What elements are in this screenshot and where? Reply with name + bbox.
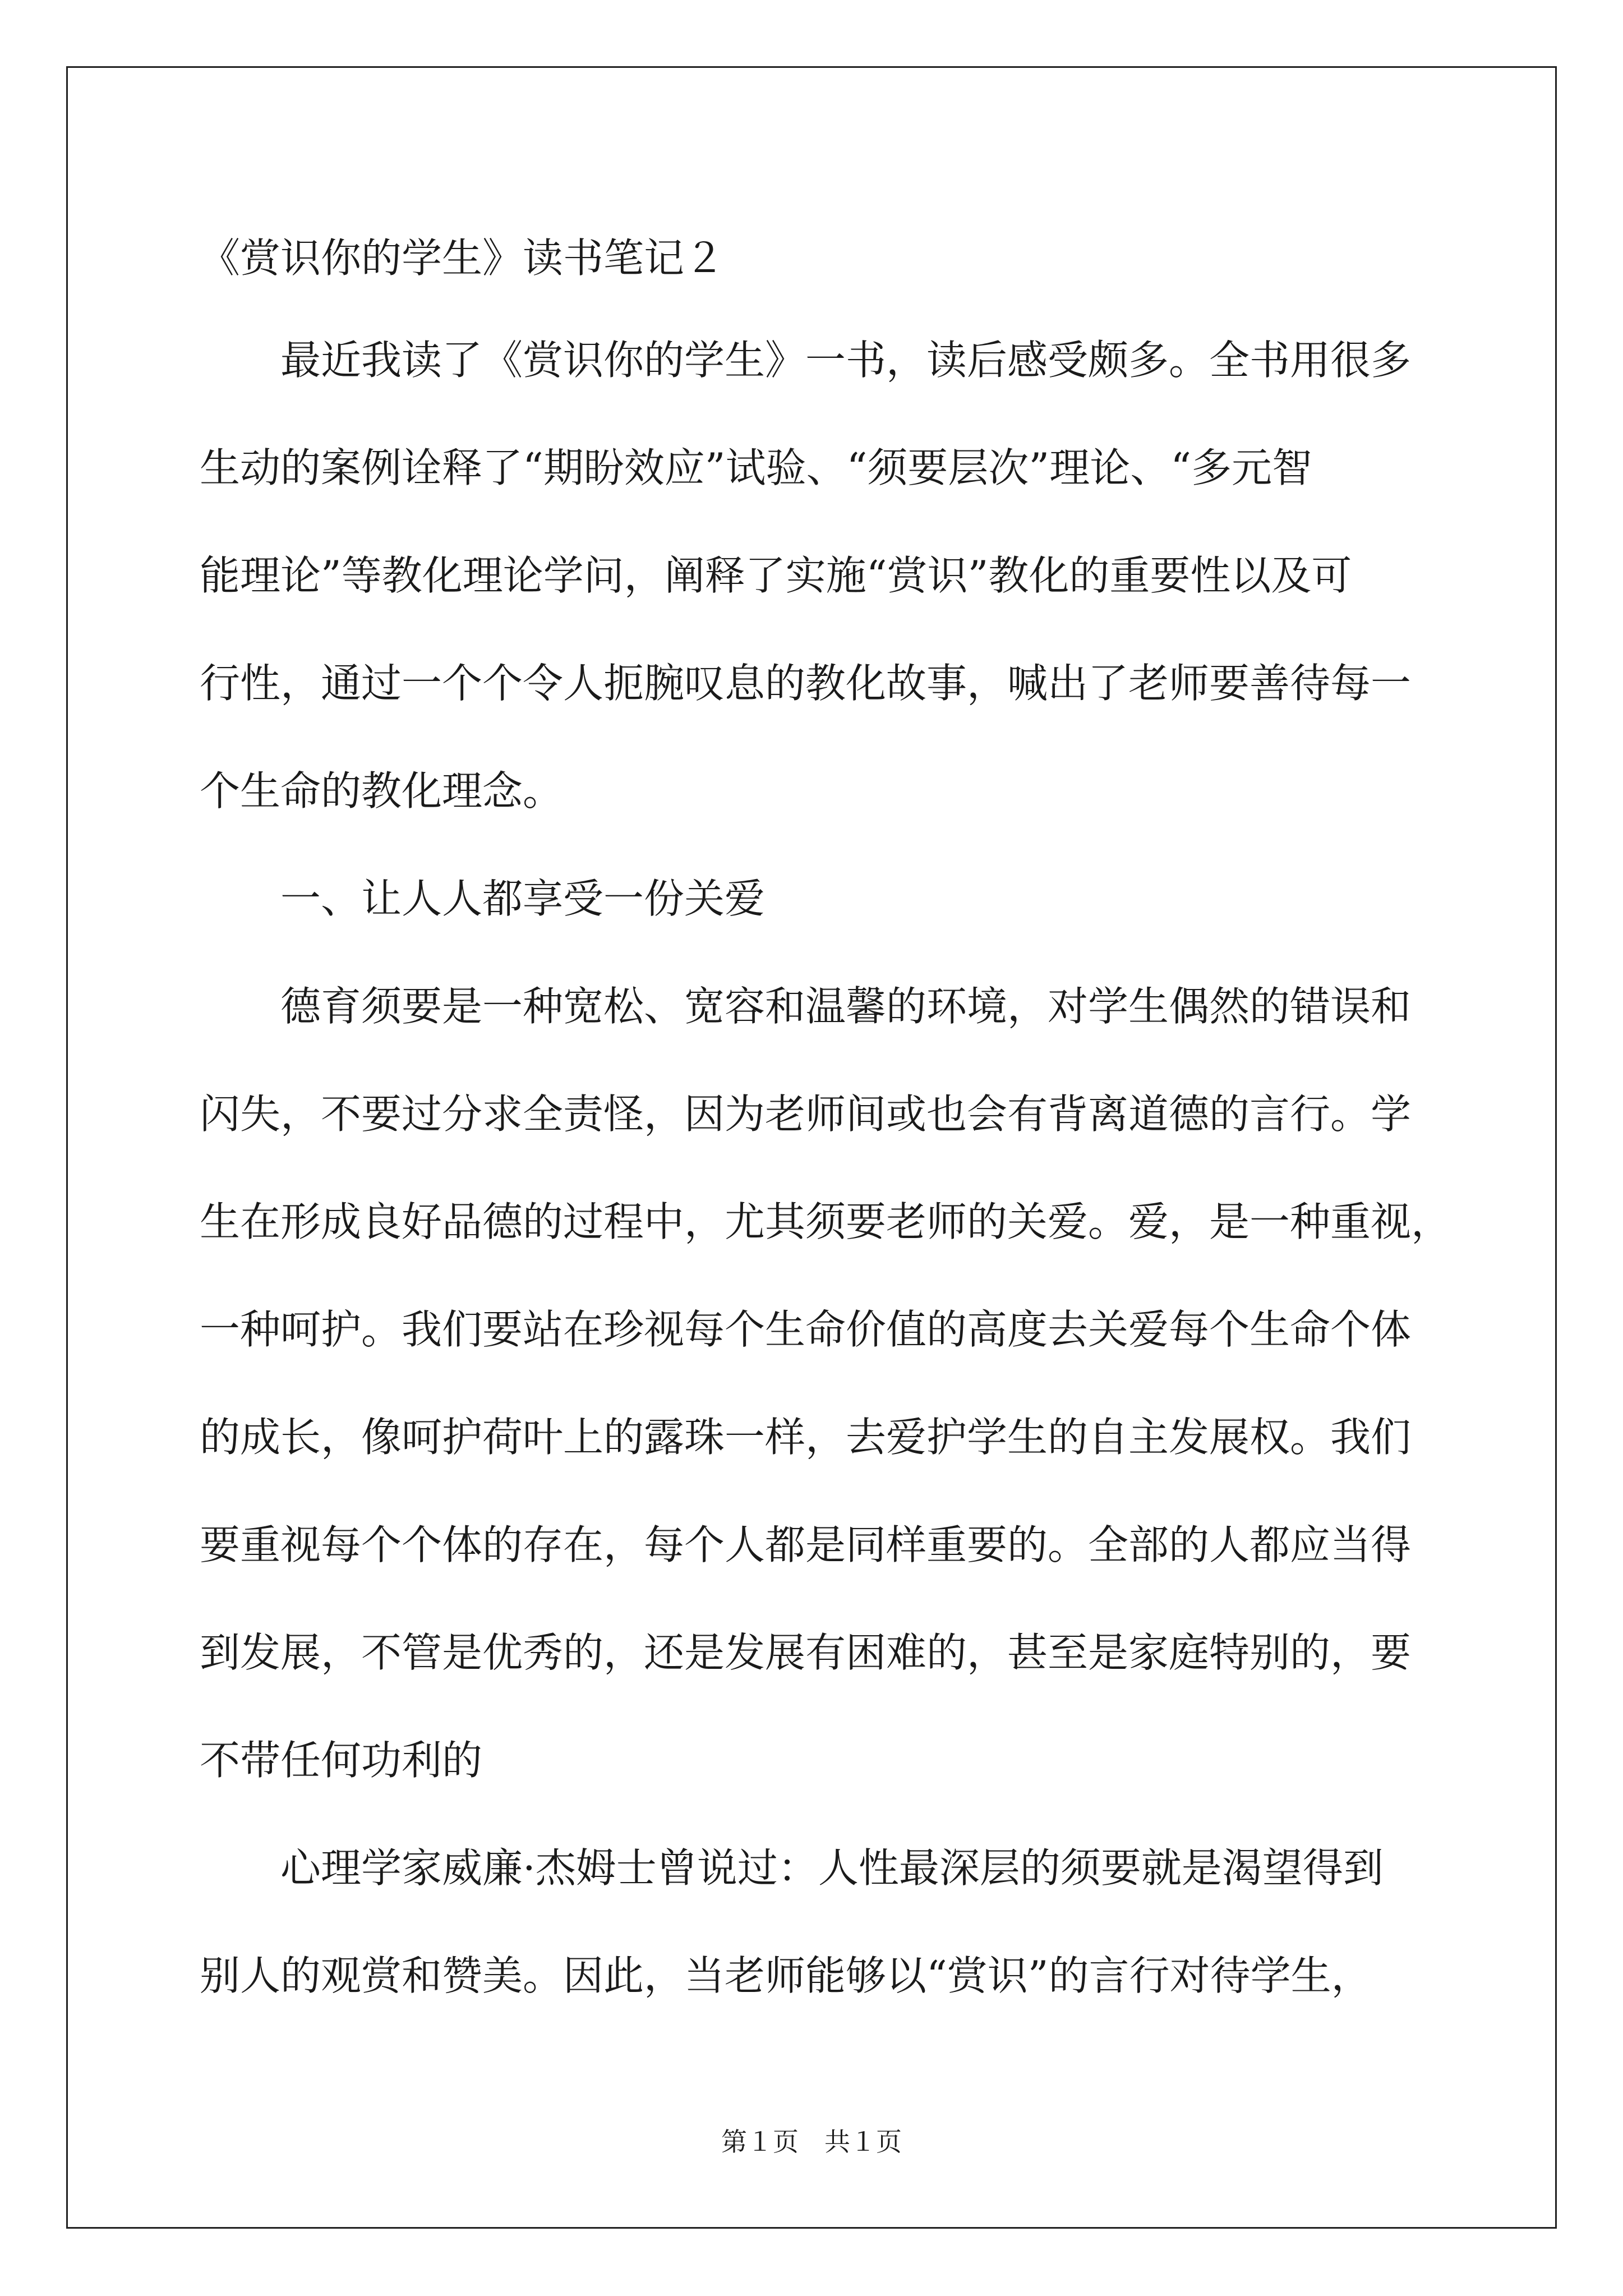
document-title: 《赏识你的学生》读书笔记２: [200, 234, 725, 282]
paragraph-line: 不带任何功利的: [200, 1737, 483, 1784]
paragraph-line: 到发展，不管是优秀的，还是发展有困难的，甚至是家庭特别的，要: [200, 1629, 1412, 1676]
paragraph-line: 闪失，不要过分求全责怪，因为老师间或也会有背离道德的言行。学: [200, 1091, 1412, 1138]
paragraph-line: 的成长，像呵护荷叶上的露珠一样，去爱护学生的自主发展权。我们: [200, 1414, 1412, 1461]
paragraph-line: 生在形成良好品德的过程中，尤其须要老师的关爱。爱，是一种重视，: [200, 1198, 1452, 1245]
paragraph-line: 心理学家威廉·杰姆士曾说过：人性最深层的须要就是渴望得到: [280, 1844, 1384, 1892]
paragraph-line: 一种呵护。我们要站在珍视每个生命价值的高度去关爱每个生命个体: [200, 1306, 1412, 1353]
paragraph-line: 别人的观赏和赞美。因此，当老师能够以“赏识”的言行对待学生，: [200, 1952, 1372, 1999]
paragraph-line: 生动的案例诠释了“期盼效应”试验、“须要层次”理论、“多元智: [200, 444, 1313, 491]
section-heading: 一、让人人都享受一份关爱: [280, 875, 766, 922]
page-border: [66, 66, 1557, 2229]
paragraph-line: 行性，通过一个个令人扼腕叹息的教化故事，喊出了老师要善待每一: [200, 660, 1412, 707]
paragraph-line: 最近我读了《赏识你的学生》一书，读后感受颇多。全书用很多: [280, 337, 1412, 384]
page-footer: 第１页 共１页: [721, 2127, 902, 2157]
paragraph-line: 能理论”等教化理论学问，阐释了实施“赏识”教化的重要性以及可: [200, 552, 1352, 599]
paragraph-line: 个生命的教化理念。: [200, 767, 564, 815]
paragraph-line: 要重视每个个体的存在，每个人都是同样重要的。全部的人都应当得: [200, 1521, 1412, 1568]
paragraph-line: 德育须要是一种宽松、宽容和温馨的环境，对学生偶然的错误和: [280, 983, 1412, 1030]
